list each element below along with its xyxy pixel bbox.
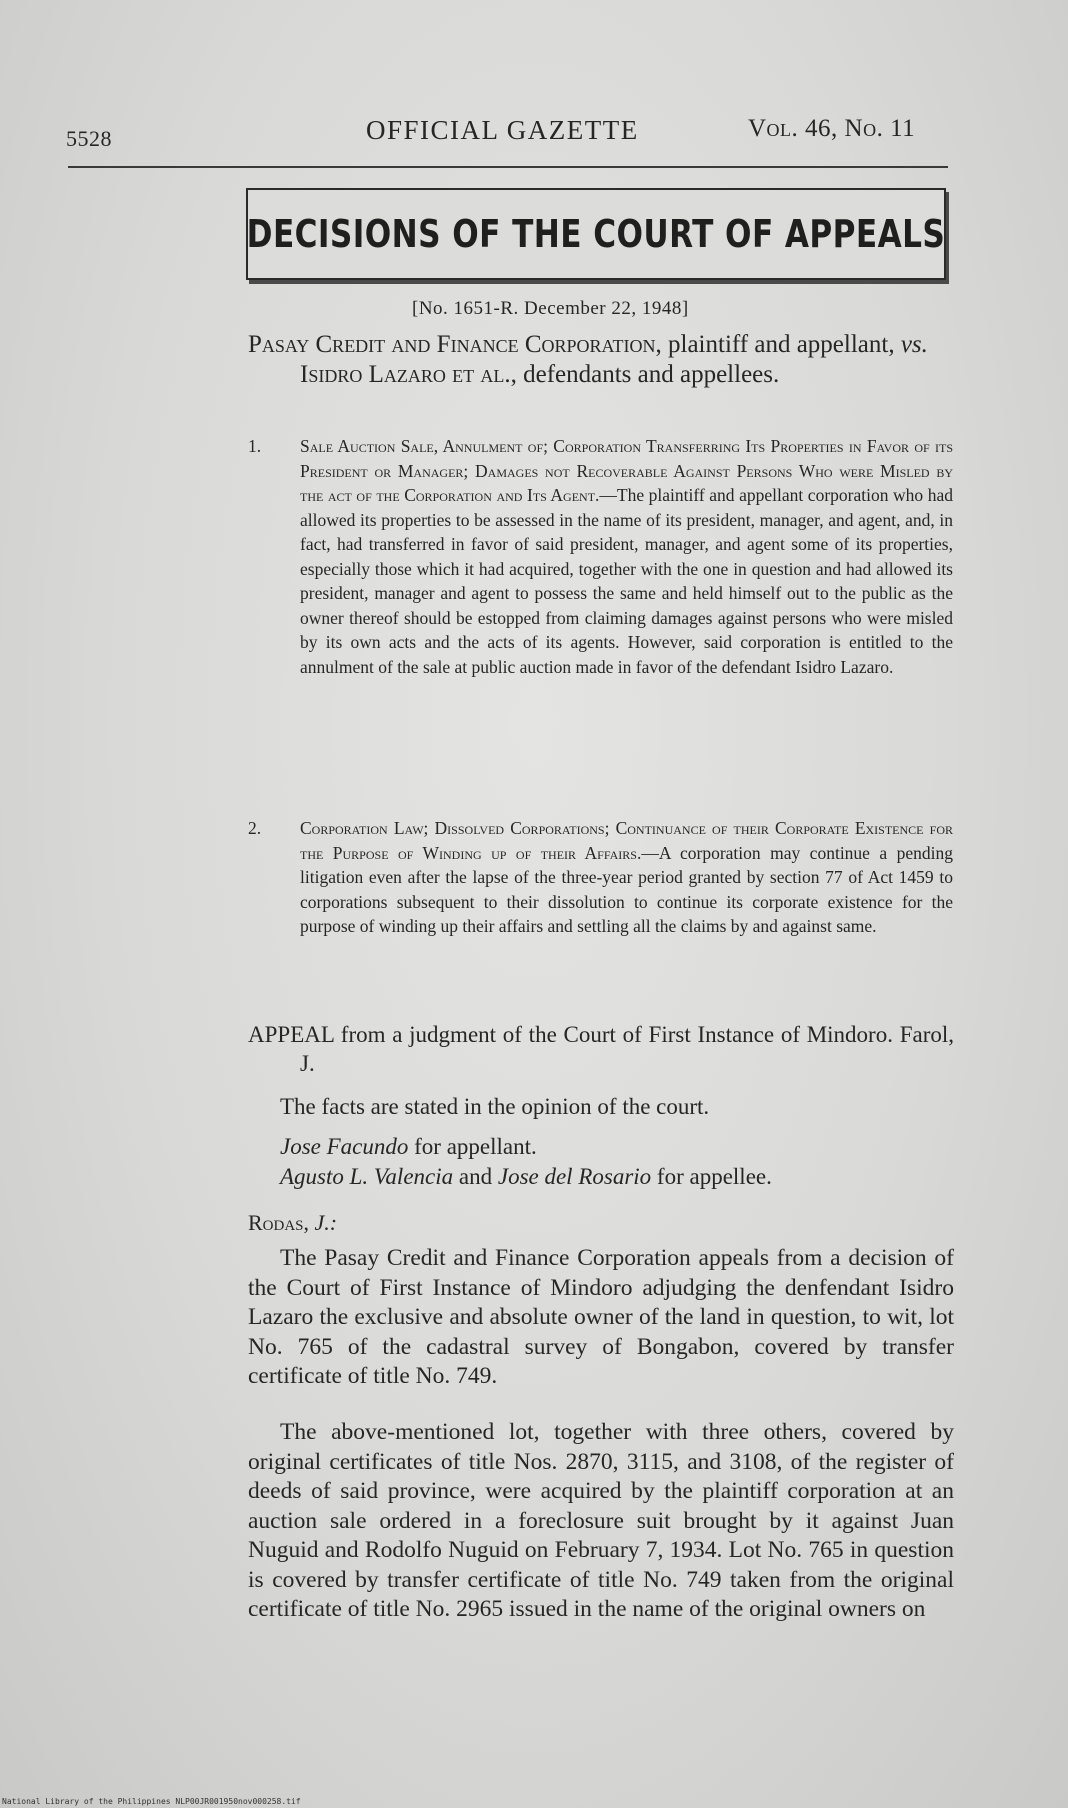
syllabus-text: —The plaintiff and appellant corporation who had allowed its properties to be assessed in the name of its president, manager, and agent, and, in fact, had transferred in favor of said president, manager, and agent some of its properties, especially those which it had acquired, together with the one in question and had allowed its president, manager and agent to possess the same and held himself out to the public as the owner thereof should be estopped from claiming damages against persons who were misled by its own acts and the acts of its agents. However, said corporation is entitled to the annulment of the sale at public auction made in favor of the defendant Isidro Lazaro. [300,485,953,677]
appeal-line: APPEAL from a judgment of the Court of First Instance of Mindoro. Farol, J. [248,1022,954,1076]
judge-line [248,1208,954,1237]
section-title-box [246,188,946,280]
appellee-counsel-text: for appellee. [651,1164,772,1189]
section-title: DECISIONS OF THE COURT OF APPEALS [246,212,946,256]
syllabus-number: 2. [248,818,262,838]
page-number: 5528 [66,126,112,151]
opinion-paragraph: The Pasay Credit and Finance Corporation appeals from a decision of the Court of First Instance of Mindoro adjudging the denfendant Isidro Lazaro the exclusive and absolute owner of the land in question, to wit, lot No. 765 of the cadastral survey of Bongabon, covered by transfer certificate of title No. 749. [248,1245,954,1389]
appellee-counsel-name-1: Agusto L. Valencia [280,1164,454,1189]
header-rule [68,166,948,168]
volume-issue: Vol. 46, No. 11 [748,115,916,142]
defendant-role: , defendants and appellees. [510,361,780,388]
case-number-date: [No. 1651-R. December 22, 1948] [412,298,689,319]
scan-footer: National Library of the Philippines NLP00JR001950nov000258.tif [2,1797,301,1806]
counsel-appellant [280,1132,960,1161]
plaintiff-name: Pasay Credit and Finance Corporation [248,331,656,358]
defendant-name: Isidro Lazaro et al. [300,361,511,388]
syllabus-item [248,434,953,679]
syllabus-text: —A corporation may continue a pending litigation even after the lapse of the three-year period granted by section 77 of Act 1459 to corporations subsequent to their dissolution to continue its corporate existence for the purpose of winding up their affairs and settling all the claims by and against same. [300,842,954,936]
page-header [0,0,1068,170]
appellee-counsel-name-2: Jose del Rosario [497,1164,652,1189]
judge-name: Rodas, [248,1210,310,1235]
facts-line: The facts are stated in the opinion of the court. [280,1094,710,1119]
judge-suffix: J.: [314,1210,338,1235]
plaintiff-role: , plaintiff and appellant, [655,331,901,358]
appellant-counsel-text: for appellant. [408,1134,537,1159]
syllabus-item [248,816,953,939]
publication-title: OFFICIAL GAZETTE [366,115,639,145]
versus: vs. [900,331,928,358]
case-parties [248,330,948,390]
appellant-counsel-name: Jose Facundo [280,1134,409,1159]
opinion-paragraph: The above-mentioned lot, together with three others, covered by original certificates of title Nos. 2870, 3115, and 3108, of the register of deeds of said province, were acquired by the plaintiff corporation at an auction sale ordered in a foreclosure suit brought by it against Juan Nuguid and Rodolfo Nuguid on February 7, 1934. Lot No. 765 in question is covered by transfer certificate of title No. 749 taken from the original certificate of title No. 2965 issued in the name of the original owners on [248,1419,954,1622]
counsel-appellee [280,1162,960,1191]
syllabus-heading: Corporation Law; Dissolved Corporations; Continuance of their Corporate Existence for the Purpose of Winding up of their Affairs. [300,818,953,863]
syllabus-number: 1. [248,436,262,456]
appellee-and: and [453,1164,498,1189]
syllabus-heading: Sale Auction Sale, Annulment of; Corporation Transferring Its Properties in Favor of its President or Manager; Damages not Recoverable Against Persons Who were Misled by the act of the Corporation and Its Agent. [300,436,953,505]
